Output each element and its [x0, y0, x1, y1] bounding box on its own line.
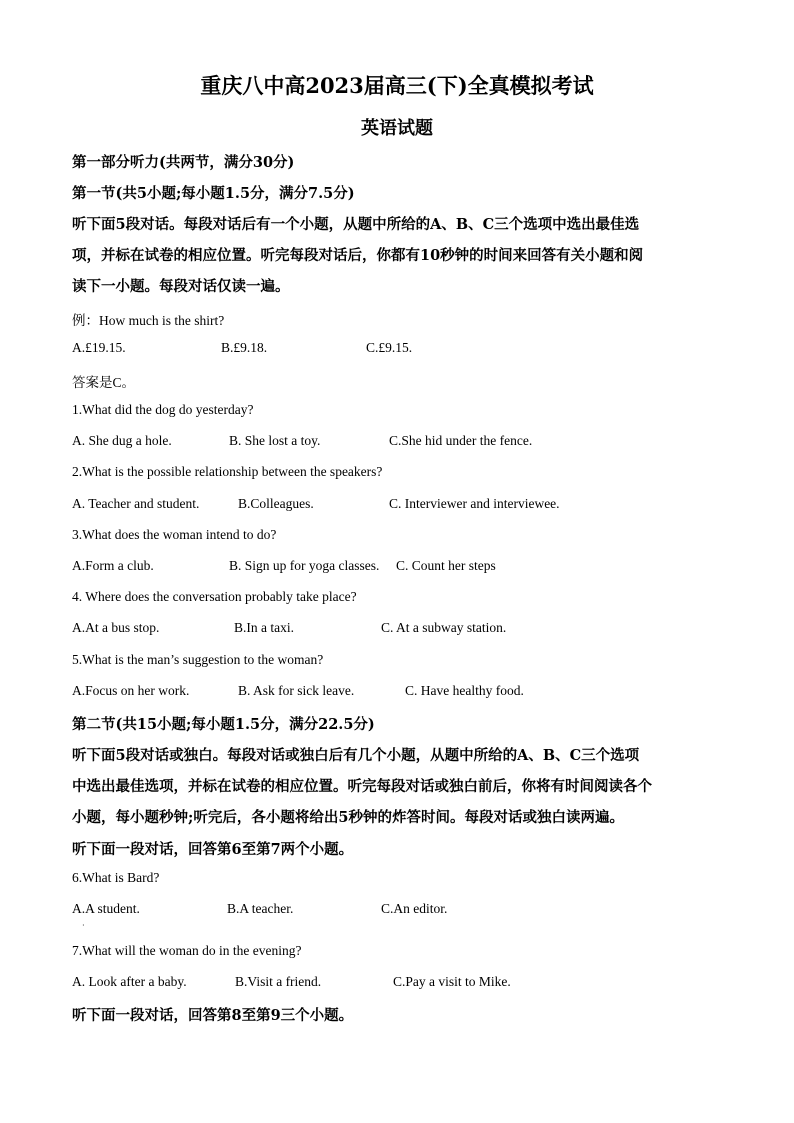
section1-instruction-line: 项，并标在试卷的相应位置。听完每段对话后，你都有10秒钟的时间来回答有关小题和阅: [72, 247, 644, 264]
page-subtitle: 英语试题: [361, 118, 433, 139]
section2-instruction-line: 听下面5段对话或独白。每段对话或独白后有几个小题，从题中所给的A、B、C三个选项: [72, 747, 640, 764]
question-3-option-c: C. Count her steps: [396, 558, 496, 573]
section2-instruction-line: 小题，每小题秒钟;听完后，各小题将给出5秒钟的炸答时间。每段对话或独白读两遍。: [72, 809, 624, 826]
question-5-option-c: C. Have healthy food.: [405, 683, 524, 698]
example-answer: 答案是C。: [72, 375, 136, 390]
question-4: 4. Where does the conversation probably take place?: [72, 589, 357, 604]
question-3: 3.What does the woman intend to do?: [72, 527, 277, 542]
group-heading: 听下面一段对话，回答第6至第7两个小题。: [72, 841, 354, 858]
example-option-c: C.£9.15.: [366, 340, 413, 355]
stray-mark: ·: [82, 921, 85, 930]
question-6-option-c: C.An editor.: [381, 901, 448, 916]
section1-heading: 第一节(共5小题;每小题1.5分，满分7.5分): [72, 185, 355, 202]
example-option-b: B.£9.18.: [221, 340, 268, 355]
question-5-option-b: B. Ask for sick leave.: [238, 683, 355, 698]
question-4-option-c: C. At a subway station.: [381, 620, 507, 635]
question-1-option-b: B. She lost a toy.: [229, 433, 321, 448]
question-5-option-a: A.Focus on her work.: [72, 683, 190, 698]
group-heading: 听下面一段对话，回答第8至第9三个小题。: [72, 1007, 354, 1024]
question-6: 6.What is Bard?: [72, 870, 160, 885]
page-title: 重庆八中高2023届高三(下)全真模拟考试: [200, 73, 594, 98]
question-1-option-c: C.She hid under the fence.: [389, 433, 533, 448]
question-3-option-a: A.Form a club.: [72, 558, 154, 573]
question-3-option-b: B. Sign up for yoga classes.: [229, 558, 380, 573]
question-4-option-b: B.In a taxi.: [234, 620, 294, 635]
question-6-option-a: A.A student.: [72, 901, 140, 916]
question-2-option-a: A. Teacher and student.: [72, 496, 200, 511]
part1-heading: 第一部分听力(共两节，满分30分): [72, 154, 295, 171]
section1-instruction-line: 听下面5段对话。每段对话后有一个小题，从题中所给的A、B、C三个选项中选出最佳选: [72, 216, 640, 233]
question-2-option-c: C. Interviewer and interviewee.: [389, 496, 560, 511]
question-6-option-b: B.A teacher.: [227, 901, 294, 916]
question-1-option-a: A. She dug a hole.: [72, 433, 172, 448]
question-7: 7.What will the woman do in the evening?: [72, 943, 302, 958]
question-7-option-b: B.Visit a friend.: [235, 974, 322, 989]
question-2-option-b: B.Colleagues.: [238, 496, 314, 511]
section2-instruction-line: 中选出最佳选项，并标在试卷的相应位置。听完每段对话或独白前后，你将有时间阅读各个: [72, 778, 652, 795]
section2-heading: 第二节(共15小题;每小题1.5分，满分22.5分): [72, 716, 375, 733]
example-question: 例：How much is the shirt?: [72, 313, 225, 328]
question-1: 1.What did the dog do yesterday?: [72, 402, 254, 417]
section1-instruction-line: 读下一小题。每段对话仅读一遍。: [72, 278, 290, 295]
question-7-option-c: C.Pay a visit to Mike.: [393, 974, 511, 989]
example-option-a: A.£19.15.: [72, 340, 126, 355]
question-4-option-a: A.At a bus stop.: [72, 620, 160, 635]
question-5: 5.What is the man’s suggestion to the woman?: [72, 652, 324, 667]
question-2: 2.What is the possible relationship between the speakers?: [72, 464, 383, 479]
question-7-option-a: A. Look after a baby.: [72, 974, 187, 989]
